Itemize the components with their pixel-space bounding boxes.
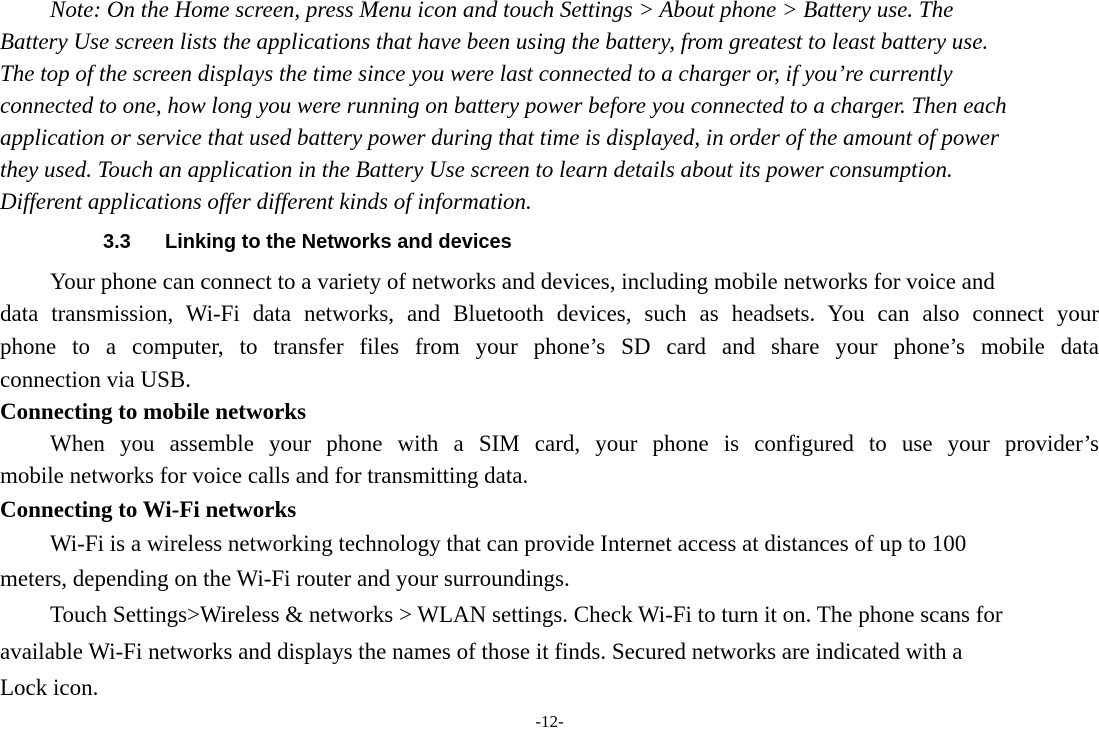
wifi-line: available Wi-Fi networks and displays the names of those it finds. Secured networks are indicated with a <box>0 639 963 664</box>
note-line: connected to one, how long you were running on battery power before you connected to a charger. Then each <box>0 93 1007 118</box>
wifi-networks-heading: Connecting to Wi-Fi networks <box>0 497 297 522</box>
wifi-line: meters, depending on the Wi-Fi router and your surroundings. <box>0 566 570 591</box>
intro-line: data transmission, Wi-Fi data networks, and Bluetooth devices, such as headsets. You can also connect your <box>0 301 1099 326</box>
mobile-line: When you assemble your phone with a SIM card, your phone is configured to use your provider’s <box>50 431 1099 456</box>
intro-line: connection via USB. <box>0 367 191 392</box>
section-heading <box>103 229 512 255</box>
wifi-line: Wi-Fi is a wireless networking technology that can provide Internet access at distances of up to 100 <box>50 531 967 556</box>
page-number: -12- <box>535 712 564 731</box>
note-line: they used. Touch an application in the Battery Use screen to learn details about its power consumption. <box>0 157 953 182</box>
note-line: Battery Use screen lists the applications that have been using the battery, from greatest to least battery use. <box>0 29 989 54</box>
intro-line: phone to a computer, to transfer files from your phone’s SD card and share your phone’s mobile data <box>0 334 1099 359</box>
note-line: application or service that used battery power during that time is displayed, in order of the amount of power <box>0 125 999 150</box>
mobile-line: mobile networks for voice calls and for transmitting data. <box>0 463 529 488</box>
mobile-networks-heading: Connecting to mobile networks <box>0 399 307 424</box>
note-line: Different applications offer different kinds of information. <box>0 189 532 214</box>
note-line: Note: On the Home screen, press Menu icon and touch Settings > About phone > Battery use. The <box>50 0 954 22</box>
section-title: Linking to the Networks and devices <box>165 231 512 253</box>
wifi-line: Lock icon. <box>0 675 99 700</box>
intro-line: Your phone can connect to a variety of networks and devices, including mobile networks for voice and <box>50 269 995 294</box>
note-line: The top of the screen displays the time since you were last connected to a charger or, if you’re currently <box>0 61 953 86</box>
section-number: 3.3 <box>103 231 131 253</box>
wifi-line: Touch Settings>Wireless & networks > WLAN settings. Check Wi-Fi to turn it on. The phone scans for <box>50 602 1003 627</box>
